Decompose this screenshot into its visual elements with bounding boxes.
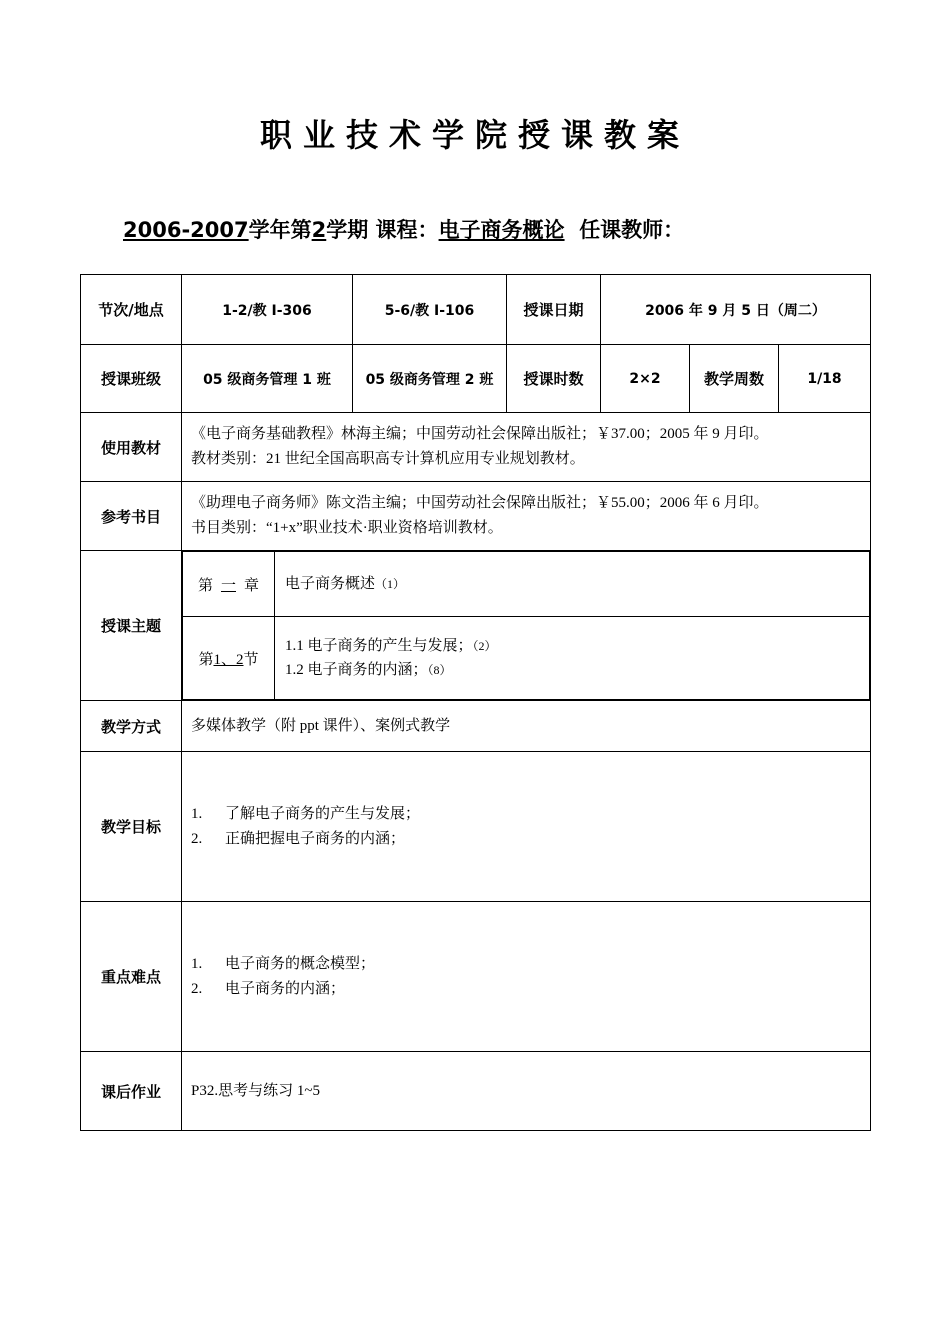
row-textbook <box>81 413 871 482</box>
topic-label: 授课主题 <box>81 551 182 701</box>
chapter-note: （1） <box>375 577 406 591</box>
hours-value: 2×2 <box>601 345 690 413</box>
course-header <box>123 214 684 244</box>
section-suffix: 节 <box>243 651 259 668</box>
textbook-line-1: 《电子商务基础教程》林海主编；中国劳动社会保障出版社；￥37.00；2005 年 9 月印。 <box>191 426 769 442</box>
teacher-label: 任课教师： <box>579 218 685 242</box>
row-homework <box>81 1052 871 1131</box>
week-value: 1/18 <box>779 345 871 413</box>
key-point-text: 电子商务的内涵； <box>225 980 346 997</box>
homework-text: P32.思考与练习 1~5 <box>182 1052 871 1131</box>
schedule-slot-1: 1-2/教 I-306 <box>182 275 353 345</box>
chapter-number: 一 <box>220 577 236 594</box>
hours-label: 授课时数 <box>507 345 601 413</box>
key-point-item <box>191 952 861 977</box>
section-item-2-text: 1.2 电子商务的内涵； <box>285 662 428 678</box>
key-point-number: 1. <box>191 955 203 972</box>
chapter-cell <box>183 552 275 617</box>
year-suffix: 学年第 <box>248 218 312 242</box>
week-label: 教学周数 <box>690 345 779 413</box>
reference-label: 参考书目 <box>81 482 182 551</box>
section-items-cell <box>275 617 870 700</box>
row-class <box>81 345 871 413</box>
key-points-content <box>182 902 871 1052</box>
lesson-plan-table <box>80 274 871 1131</box>
term-suffix: 学期 课程： <box>326 218 439 242</box>
section-item-2-note: （8） <box>427 663 452 677</box>
term-number: 2 <box>311 218 327 242</box>
textbook-label: 使用教材 <box>81 413 182 482</box>
homework-label: 课后作业 <box>81 1052 182 1131</box>
class-label: 授课班级 <box>81 345 182 413</box>
method-text: 多媒体教学（附 ppt 课件）、案例式教学 <box>182 701 871 752</box>
row-topic <box>81 551 871 701</box>
date-label: 授课日期 <box>507 275 601 345</box>
class-2: 05 级商务管理 2 班 <box>353 345 507 413</box>
section-item-2 <box>285 658 869 682</box>
key-points-label: 重点难点 <box>81 902 182 1052</box>
section-item-1-text: 1.1 电子商务的产生与发展； <box>285 638 473 654</box>
goal-text: 了解电子商务的产生与发展； <box>225 805 421 822</box>
topic-inner-table <box>182 551 870 700</box>
goal-text: 正确把握电子商务的内涵； <box>225 830 406 847</box>
class-1: 05 级商务管理 1 班 <box>182 345 353 413</box>
textbook-line-2: 教材类别：21 世纪全国高职高专计算机应用专业规划教材。 <box>191 451 585 467</box>
reference-line-2: 书目类别：“1+x”职业技术·职业资格培训教材。 <box>191 520 503 536</box>
key-point-item <box>191 977 861 1002</box>
chapter-title-cell <box>275 552 870 617</box>
row-reference <box>81 482 871 551</box>
reference-content <box>182 482 871 551</box>
key-point-number: 2. <box>191 980 203 997</box>
section-number: 1、2 <box>213 651 244 668</box>
reference-line-1: 《助理电子商务师》陈文浩主编；中国劳动社会保障出版社；￥55.00；2006 年 6 月印。 <box>191 495 769 511</box>
method-label: 教学方式 <box>81 701 182 752</box>
section-cell <box>183 617 275 700</box>
schedule-slot-2: 5-6/教 I-106 <box>353 275 507 345</box>
academic-year: 2006-2007 <box>123 218 249 242</box>
course-name: 电子商务概论 <box>438 218 565 242</box>
textbook-content <box>182 413 871 482</box>
goal-number: 2. <box>191 830 203 847</box>
chapter-prefix: 第 <box>197 577 213 594</box>
goal-item <box>191 827 861 852</box>
chapter-suffix: 章 <box>244 577 260 594</box>
chapter-title: 电子商务概述 <box>285 576 376 592</box>
section-item-1-note: （2） <box>472 639 497 653</box>
goals-content <box>182 752 871 902</box>
key-point-text: 电子商务的概念模型； <box>225 955 376 972</box>
goal-number: 1. <box>191 805 203 822</box>
row-key-points <box>81 902 871 1052</box>
section-row <box>183 617 870 700</box>
row-goals <box>81 752 871 902</box>
section-prefix: 第 <box>198 651 214 668</box>
section-item-1 <box>285 634 869 658</box>
chapter-row <box>183 552 870 617</box>
goals-label: 教学目标 <box>81 752 182 902</box>
lesson-date: 2006 年 9 月 5 日（周二） <box>601 275 871 345</box>
document-title: 职业技术学院授课教案 <box>259 116 690 154</box>
row-method <box>81 701 871 752</box>
goal-item <box>191 802 861 827</box>
topic-content <box>182 551 871 701</box>
row-schedule <box>81 275 871 345</box>
schedule-label: 节次/地点 <box>81 275 182 345</box>
